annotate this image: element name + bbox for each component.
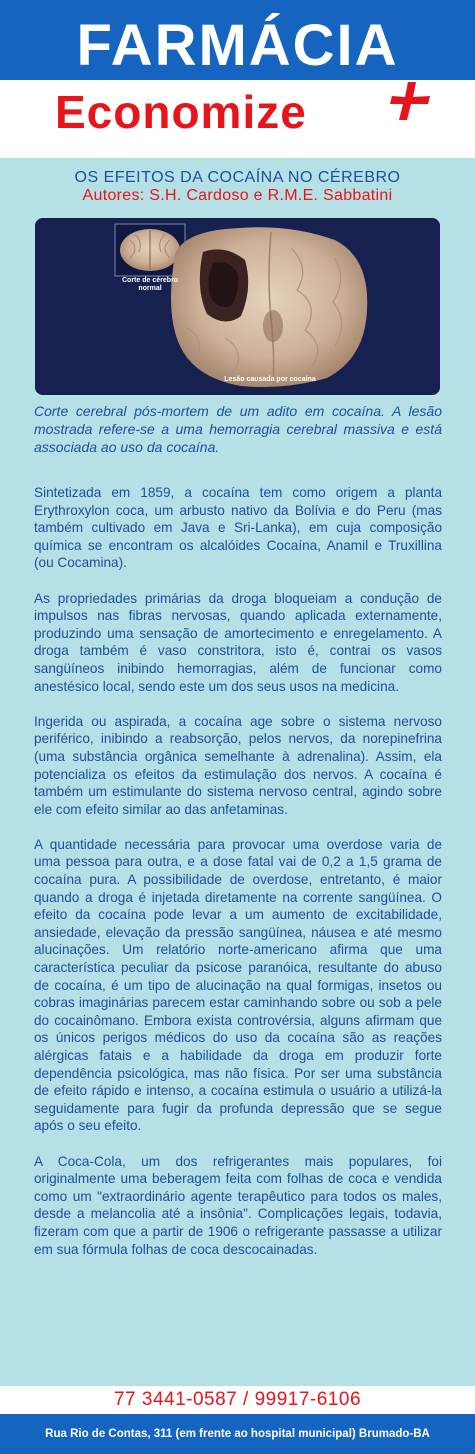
brain-figure-image (35, 218, 440, 395)
address: Rua Rio de Contas, 311 (em frente ao hospital municipal) Brumado-BA (45, 1428, 430, 1440)
brand-title: FARMÁCIA (76, 13, 399, 78)
phone-numbers[interactable]: 77 3441-0587 / 99917-6106 (113, 1389, 362, 1410)
label-lesion: Lesão causada por cocaína (224, 376, 316, 383)
article-paragraph: A Coca-Cola, um dos refrigerantes mais populares, foi originalmente uma beberagem feita com folhas de coca e vendida como um "extraordinário agente terapêutico para todos os males, desde a melancolia até a insônia". Complicações legais, todavia, fizeram com que a partir de 1906 o refrigerante passasse a utilizar em sua fórmula folhas de coca descocainadas. (34, 1153, 442, 1257)
brain-figure (35, 218, 440, 395)
article-paragraph: Ingerida ou aspirada, a cocaína age sobre o sistema nervoso periférico, inibindo a reabsorção, pelos nervos, da norepinefrina (uma substância orgânica semelhante à adrenalina). Assim, ela potencializa os efeitos da estimulação dos nervos. A cocaína é também um estimulante do sistema nervoso central, agindo sobre ele com efeito similar ao das anfetaminas. (34, 713, 442, 817)
article-authors: Autores: S.H. Cardoso e R.M.E. Sabbatini (82, 187, 393, 204)
article-paragraph: Sintetizada em 1859, a cocaína tem como origem a planta Erythroxylon coca, um arbusto nativo da Bolívia e do Peru (mas também cultivado em Java e Sri-Lanka), em cuja composição química se encontram os alcalóides Cocaína, Anamil e Truxillina (ou Cocamina). (34, 485, 442, 571)
label-normal-brain: Corte de cérebro normal (121, 277, 179, 292)
brand-subtitle: Economize (55, 86, 307, 138)
article-section (0, 158, 475, 1386)
article-title: OS EFEITOS DA COCAÍNA NO CÉREBRO (74, 169, 401, 186)
figure-caption: Corte cerebral pós-mortem de um adito em cocaína. A lesão mostrada refere-se a uma hemorragia cerebral massiva e está associada ao uso da cocaína. (34, 403, 442, 455)
article-paragraph: A quantidade necessária para provocar uma overdose varia de uma pessoa para outra, e a dose fatal vai de 0,2 a 1,5 grama de cocaína pura. A possibilidade de overdose, entretanto, é maior quando a droga é injetada diretamente na corrente sangüínea. O efeito da cocaína pode levar a um aumento de excitabilidade, ansiedade, elevação da pressão sangüínea, náusea e até mesmo alucinações. Um relatório norte-americano afirma que uma característica peculiar da psicose paranóica, resultante do abuso de cocaína, é um tipo de alucinação na qual formigas, insetos ou cobras imaginárias parecem estar caminhando sobre ou sob a pele do cocainômano. Embora exista controvérsia, alguns afirmam que os únicos perigos médicos do uso da cocaína são as reações alérgicas fatais e a habilidade da droga em produzir forte dependência psicológica, mas não física. Por ser uma substância de efeito rápido e intenso, a cocaína estimula o usuário a utilizá-la seguidamente para fugir da profunda depressão que se segue após o seu efeito. (34, 836, 442, 1134)
footer (0, 1414, 475, 1454)
article-paragraph: As propriedades primárias da droga bloqueiam a condução de impulsos nas fibras nervosas, quando aplicada externamente, produzindo uma sensação de amortecimento e enregelamento. A droga também é vaso constritora, isto é, contrai os vasos sangüíneos inibindo hemorragias, além de funcionar como anestésico local, sendo este um dos seus usos na medicina. (34, 590, 442, 694)
plus-icon (388, 78, 434, 124)
article-body (34, 484, 442, 1276)
